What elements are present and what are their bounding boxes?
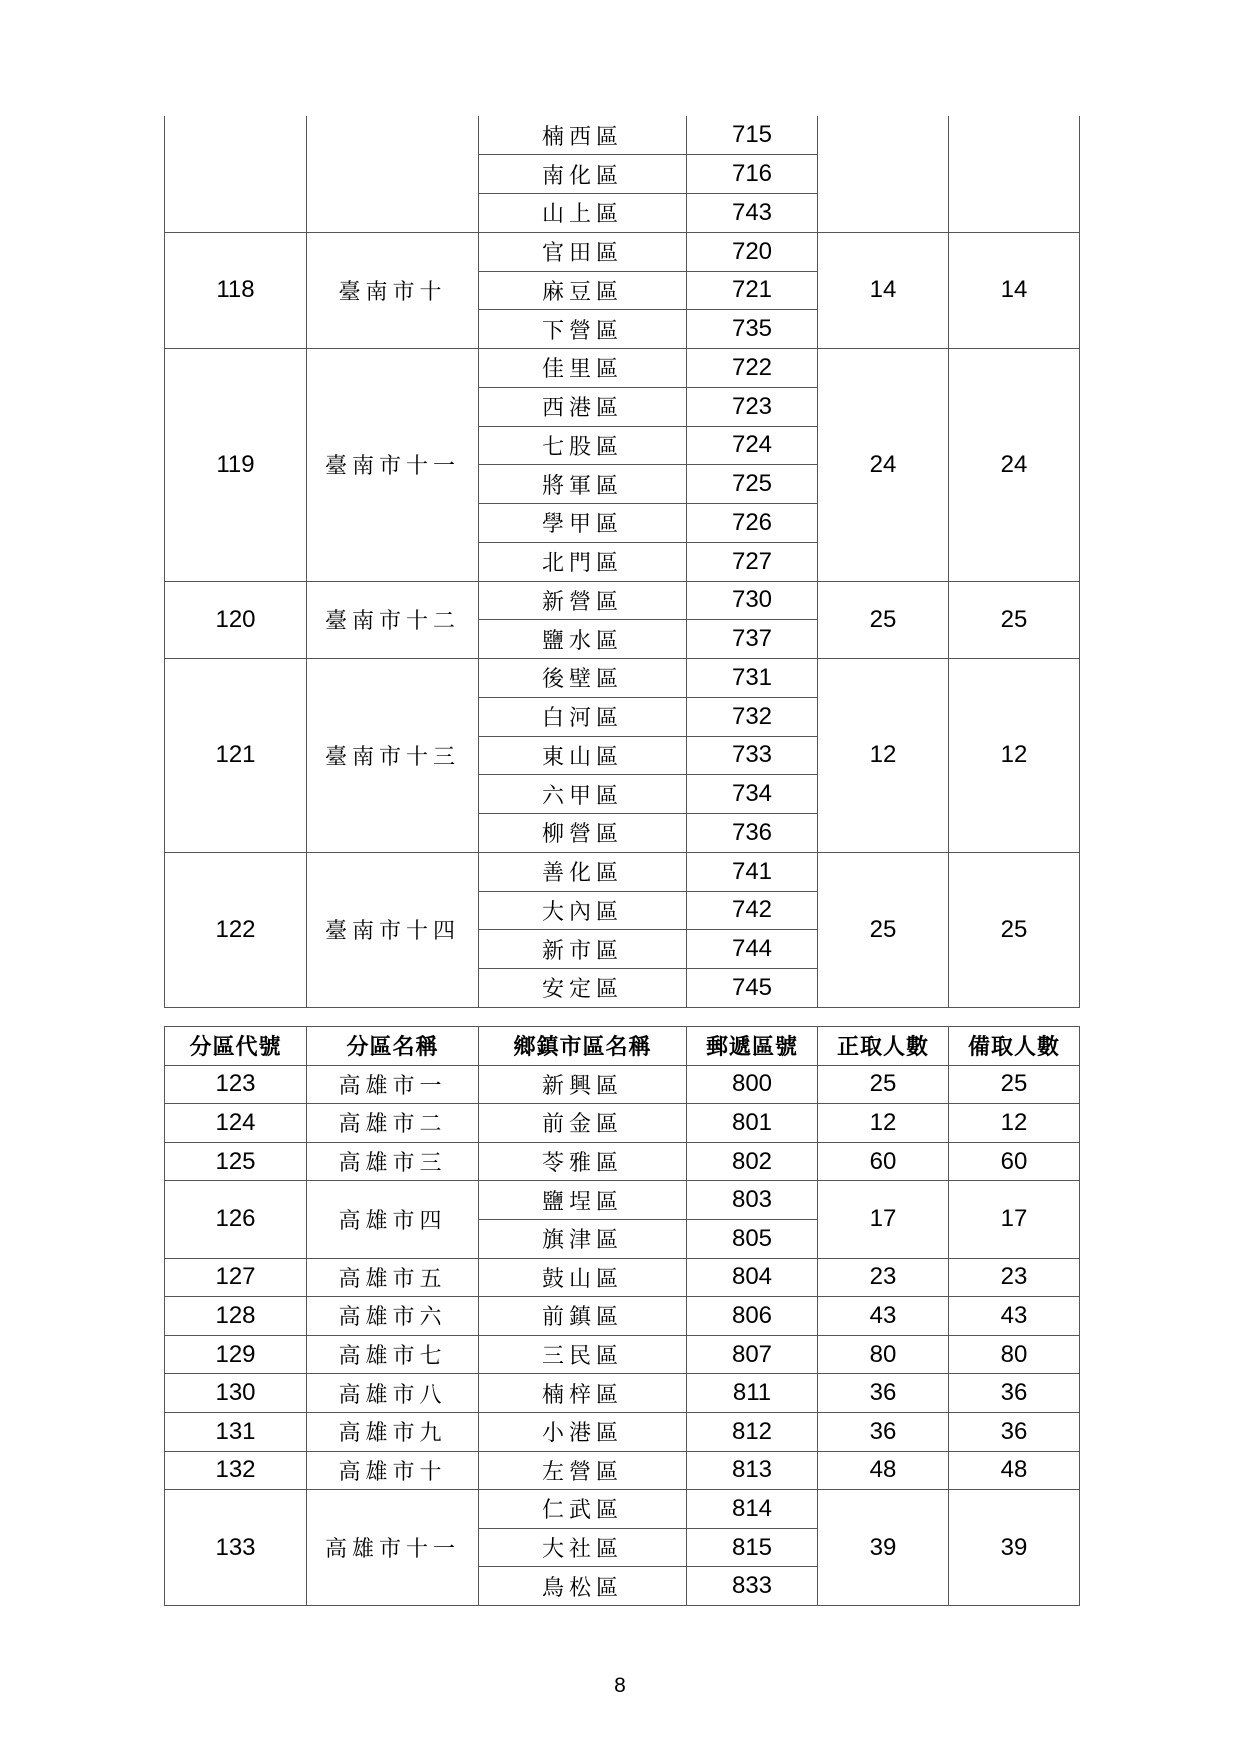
postal-code-cell: 723 [687,387,818,426]
table-row [165,1451,1080,1490]
district-name-cell: 前金區 [479,1104,687,1143]
zone-name-cell: 臺南市十 [307,232,479,348]
district-name-cell: 小港區 [479,1412,687,1451]
header-row [165,1027,1080,1066]
postal-code-cell: 726 [687,504,818,543]
table-row [165,1142,1080,1181]
table-row [165,1490,1080,1529]
admitted-count-cell: 17 [818,1181,949,1258]
reserve-count-cell: 25 [949,581,1080,659]
header-admitted-count: 正取人數 [818,1027,949,1066]
district-name-cell: 苓雅區 [479,1142,687,1181]
table-row [165,581,1080,620]
district-name-cell: 新市區 [479,930,687,969]
postal-code-cell: 803 [687,1181,818,1220]
postal-code-cell: 730 [687,581,818,620]
header-zone-name: 分區名稱 [307,1027,479,1066]
district-name-cell: 鼓山區 [479,1258,687,1297]
postal-code-cell: 733 [687,736,818,775]
admitted-count-cell: 12 [818,659,949,853]
district-name-cell: 鹽水區 [479,620,687,659]
admitted-count-cell: 14 [818,232,949,348]
tainan-continued-table [164,116,1080,1008]
reserve-count-cell: 36 [949,1412,1080,1451]
reserve-count-cell: 39 [949,1490,1080,1606]
zone-name-cell: 高雄市二 [307,1104,479,1143]
postal-code-cell: 725 [687,465,818,504]
page-number: 8 [614,1674,626,1697]
table-row [165,852,1080,891]
district-name-cell: 大社區 [479,1528,687,1567]
zone-name-cell: 高雄市六 [307,1297,479,1336]
reserve-count-cell: 23 [949,1258,1080,1297]
admitted-count-cell: 43 [818,1297,949,1336]
admitted-count-cell: 25 [818,581,949,659]
reserve-count-cell: 60 [949,1142,1080,1181]
zone-name-cell: 高雄市十一 [307,1490,479,1606]
postal-code-cell: 742 [687,891,818,930]
district-name-cell: 善化區 [479,852,687,891]
zone-code-cell: 127 [165,1258,307,1297]
zone-code-cell: 124 [165,1104,307,1143]
postal-code-cell: 716 [687,155,818,194]
admitted-count-cell [818,116,949,232]
zone-code-cell: 121 [165,659,307,853]
district-name-cell: 鳥松區 [479,1567,687,1606]
district-name-cell: 南化區 [479,155,687,194]
header-zone-code: 分區代號 [165,1027,307,1066]
admitted-count-cell: 24 [818,349,949,582]
postal-code-cell: 720 [687,232,818,271]
table-row [165,1258,1080,1297]
postal-code-cell: 804 [687,1258,818,1297]
district-name-cell: 學甲區 [479,504,687,543]
zone-code-cell: 131 [165,1412,307,1451]
table-row [165,1104,1080,1143]
district-name-cell: 新營區 [479,581,687,620]
table-row [165,1065,1080,1104]
table-row [165,232,1080,271]
zone-code-cell: 126 [165,1181,307,1258]
zone-name-cell: 高雄市四 [307,1181,479,1258]
reserve-count-cell: 17 [949,1181,1080,1258]
table-row [165,1297,1080,1336]
table-row [165,349,1080,388]
district-name-cell: 官田區 [479,232,687,271]
table-row [165,1412,1080,1451]
postal-code-cell: 833 [687,1567,818,1606]
postal-code-cell: 744 [687,930,818,969]
reserve-count-cell: 24 [949,349,1080,582]
district-name-cell: 後壁區 [479,659,687,698]
postal-code-cell: 732 [687,697,818,736]
postal-code-cell: 806 [687,1297,818,1336]
district-name-cell: 安定區 [479,969,687,1008]
postal-code-cell: 811 [687,1374,818,1413]
table-row [165,1181,1080,1220]
district-name-cell: 麻豆區 [479,271,687,310]
postal-code-cell: 743 [687,194,818,233]
zone-name-cell: 臺南市十一 [307,349,479,582]
district-name-cell: 白河區 [479,697,687,736]
district-name-cell: 下營區 [479,310,687,349]
zone-code-cell: 132 [165,1451,307,1490]
admitted-count-cell: 39 [818,1490,949,1606]
zone-code-cell: 120 [165,581,307,659]
admitted-count-cell: 36 [818,1374,949,1413]
zone-name-cell: 臺南市十四 [307,852,479,1007]
district-name-cell: 前鎮區 [479,1297,687,1336]
postal-code-cell: 731 [687,659,818,698]
kaohsiung-table-body [165,1065,1080,1605]
postal-code-cell: 814 [687,1490,818,1529]
district-name-cell: 七股區 [479,426,687,465]
postal-code-cell: 802 [687,1142,818,1181]
postal-code-cell: 813 [687,1451,818,1490]
postal-code-cell: 807 [687,1335,818,1374]
zone-code-cell: 123 [165,1065,307,1104]
table-row [165,116,1080,155]
zone-name-cell: 臺南市十三 [307,659,479,853]
zone-name-cell: 高雄市八 [307,1374,479,1413]
zone-code-cell: 125 [165,1142,307,1181]
zone-name-cell: 高雄市九 [307,1412,479,1451]
postal-code-cell: 815 [687,1528,818,1567]
reserve-count-cell [949,116,1080,232]
district-name-cell: 將軍區 [479,465,687,504]
district-name-cell: 新興區 [479,1065,687,1104]
district-name-cell: 北門區 [479,542,687,581]
postal-code-cell: 805 [687,1219,818,1258]
table-row [165,1335,1080,1374]
postal-code-cell: 812 [687,1412,818,1451]
reserve-count-cell: 48 [949,1451,1080,1490]
reserve-count-cell: 12 [949,1104,1080,1143]
header-reserve-count: 備取人數 [949,1027,1080,1066]
district-name-cell: 楠梓區 [479,1374,687,1413]
reserve-count-cell: 36 [949,1374,1080,1413]
zone-name-cell: 高雄市十 [307,1451,479,1490]
zone-code-cell [165,116,307,232]
zone-name-cell: 高雄市三 [307,1142,479,1181]
district-name-cell: 左營區 [479,1451,687,1490]
reserve-count-cell: 12 [949,659,1080,853]
zone-code-cell: 133 [165,1490,307,1606]
reserve-count-cell: 25 [949,852,1080,1007]
postal-code-cell: 801 [687,1104,818,1143]
district-name-cell: 大內區 [479,891,687,930]
postal-code-cell: 800 [687,1065,818,1104]
zone-name-cell: 高雄市五 [307,1258,479,1297]
kaohsiung-table [164,1026,1080,1606]
postal-code-cell: 741 [687,852,818,891]
district-name-cell: 仁武區 [479,1490,687,1529]
admitted-count-cell: 80 [818,1335,949,1374]
postal-code-cell: 727 [687,542,818,581]
admitted-count-cell: 48 [818,1451,949,1490]
zone-code-cell: 129 [165,1335,307,1374]
tainan-table-body [165,116,1080,1007]
zone-code-cell: 118 [165,232,307,348]
reserve-count-cell: 14 [949,232,1080,348]
postal-code-cell: 735 [687,310,818,349]
reserve-count-cell: 43 [949,1297,1080,1336]
district-name-cell: 東山區 [479,736,687,775]
zone-code-cell: 128 [165,1297,307,1336]
district-name-cell: 山上區 [479,194,687,233]
district-name-cell: 鹽埕區 [479,1181,687,1220]
zone-name-cell [307,116,479,232]
zone-code-cell: 122 [165,852,307,1007]
district-name-cell: 旗津區 [479,1219,687,1258]
admitted-count-cell: 36 [818,1412,949,1451]
postal-code-cell: 737 [687,620,818,659]
postal-code-cell: 721 [687,271,818,310]
district-name-cell: 楠西區 [479,116,687,155]
reserve-count-cell: 25 [949,1065,1080,1104]
admitted-count-cell: 25 [818,1065,949,1104]
reserve-count-cell: 80 [949,1335,1080,1374]
zone-name-cell: 高雄市一 [307,1065,479,1104]
table-row [165,1374,1080,1413]
zone-name-cell: 高雄市七 [307,1335,479,1374]
table-row [165,659,1080,698]
district-name-cell: 佳里區 [479,349,687,388]
postal-code-cell: 734 [687,775,818,814]
admitted-count-cell: 60 [818,1142,949,1181]
postal-code-cell: 724 [687,426,818,465]
admitted-count-cell: 25 [818,852,949,1007]
district-name-cell: 三民區 [479,1335,687,1374]
admitted-count-cell: 23 [818,1258,949,1297]
zone-name-cell: 臺南市十二 [307,581,479,659]
postal-code-cell: 745 [687,969,818,1008]
district-name-cell: 柳營區 [479,814,687,853]
district-name-cell: 西港區 [479,387,687,426]
district-name-cell: 六甲區 [479,775,687,814]
zone-code-cell: 119 [165,349,307,582]
postal-code-cell: 736 [687,814,818,853]
postal-code-cell: 715 [687,116,818,155]
header-postal-code: 郵遞區號 [687,1027,818,1066]
header-district-name: 鄉鎮市區名稱 [479,1027,687,1066]
zone-code-cell: 130 [165,1374,307,1413]
admitted-count-cell: 12 [818,1104,949,1143]
postal-code-cell: 722 [687,349,818,388]
